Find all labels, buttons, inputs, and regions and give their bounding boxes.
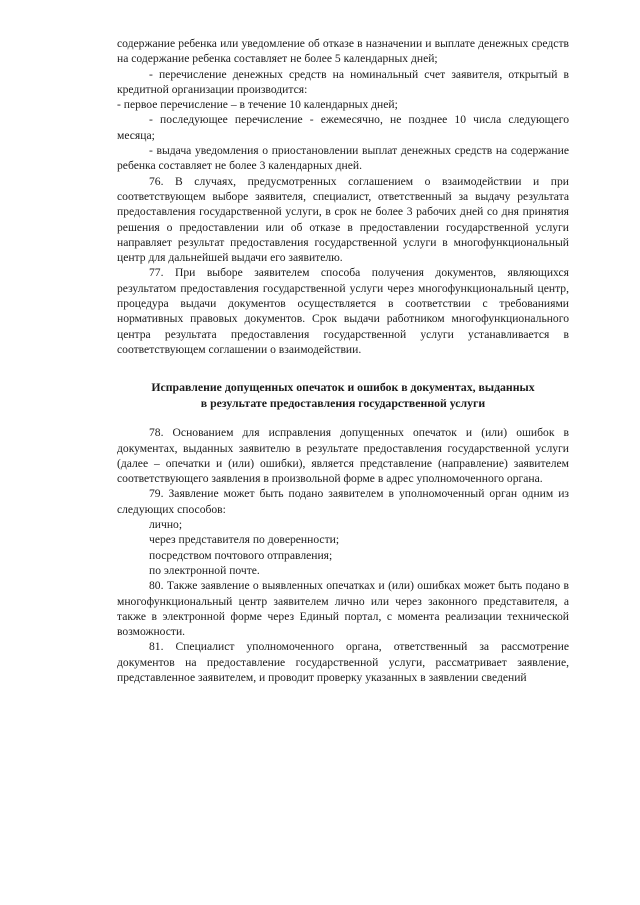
document-page bbox=[117, 36, 569, 685]
paragraph-77: 77. При выборе заявителем способа получения документов, являющихся результатом предоставления государственной услуги через многофункциональный центр, процедура выдачи документов осуществляется в соответствии с требованиями нормативных правовых документов. Срок выдачи работником многофункционального центра результата предоставления государственной услуги устанавливается в соответствующем соглашении о взаимодействии. bbox=[117, 266, 569, 356]
method-representative: через представителя по доверенности; bbox=[149, 533, 340, 547]
method-email: по электронной почте. bbox=[149, 563, 260, 577]
paragraph-76: 76. В случаях, предусмотренных соглашением о взаимодействии и при соответствующем выборе заявителя, специалист, ответственный за выдачу результата предоставления государственной услуги, в срок не более 3 рабочих дней со дня принятия решения о предоставлении или об отказе в предоставлении государственной услуги направляет результат предоставления государственной услуги в многофункциональный центр для дальнейшей выдачи его заявителю. bbox=[117, 174, 569, 265]
paragraph-continuation: содержание ребенка или уведомление об отказе в назначении и выплате денежных средств на содержание ребенка составляет не более 5 календарных дней; bbox=[117, 37, 569, 66]
method-in-person: лично; bbox=[149, 518, 183, 532]
paragraph-81: 81. Специалист уполномоченного органа, ответственный за рассмотрение документов на предоставление государственной услуги, рассматривает заявление, представленное заявителем, и проводит проверку указанных в заявлении сведений bbox=[117, 640, 569, 684]
section-heading bbox=[117, 380, 569, 411]
paragraph-79: 79. Заявление может быть подано заявителем в уполномоченный орган одним из следующих способов: bbox=[117, 487, 569, 516]
section-heading-line-1: Исправление допущенных опечаток и ошибок в документах, выданных bbox=[151, 380, 535, 395]
paragraph-transfer: - перечисление денежных средств на номинальный счет заявителя, открытый в кредитной организации производится: bbox=[117, 67, 569, 96]
paragraph-next-transfer: - последующее перечисление - ежемесячно, не позднее 10 числа следующего месяца; bbox=[117, 113, 569, 142]
paragraph-first-transfer: - первое перечисление – в течение 10 календарных дней; bbox=[117, 98, 398, 112]
paragraph-80: 80. Также заявление о выявленных опечатках и (или) ошибках может быть подано в многофункциональный центр заявителем лично или через законного представителя, а также в электронной форме через Единый портал, с момента реализации технической возможности. bbox=[117, 579, 569, 639]
paragraph-78: 78. Основанием для исправления допущенных опечаток и (или) ошибок в документах, выданных заявителю в результате предоставления государственной услуги (далее – опечатки и (или) ошибки), является представление (направление) заявителем соответствующего заявления в произвольной форме в адрес уполномоченного органа. bbox=[117, 426, 569, 486]
paragraph-suspension-notice: - выдача уведомления о приостановлении выплат денежных средств на содержание ребенка составляет не более 3 календарных дней. bbox=[117, 144, 569, 173]
section-heading-line-2: в результате предоставления государственной услуги bbox=[200, 395, 486, 410]
method-postal: посредством почтового отправления; bbox=[149, 548, 333, 562]
